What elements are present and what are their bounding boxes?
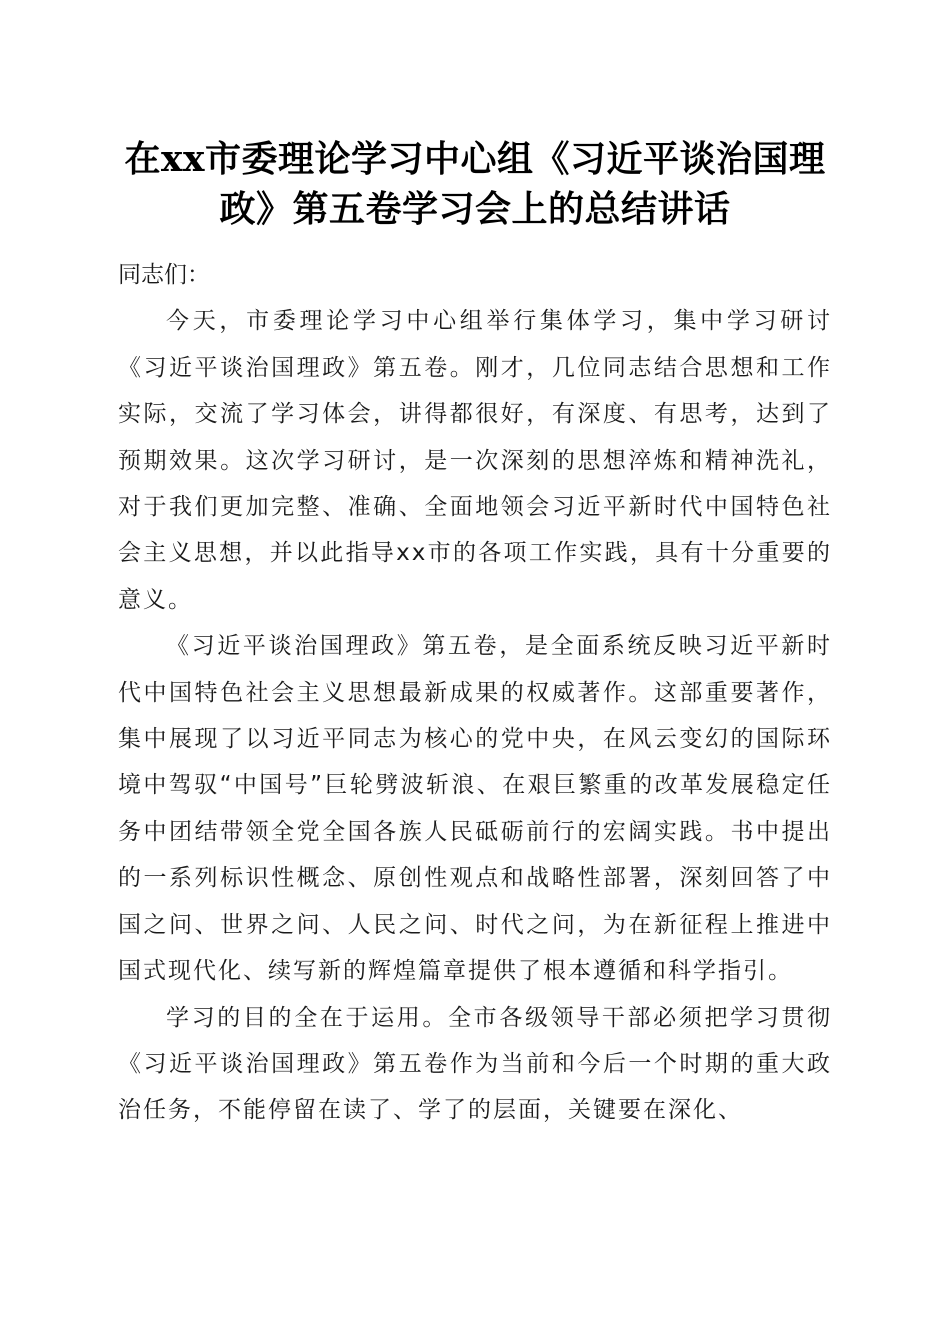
paragraph-1: 今天，市委理论学习中心组举行集体学习，集中学习研讨《习近平谈治国理政》第五卷。刚才，几位同志结合思想和工作实际，交流了学习体会，讲得都很好，有深度、有思考，达到了预期效果。这次学习研讨，是一次深刻的思想淬炼和精神洗礼，对于我们更加完整、准确、全面地领会习近平新时代中国特色社会主义思想，并以此指导xx市的各项工作实践，具有十分重要的意义。	[118, 308, 832, 613]
salutation: 同志们：	[118, 262, 210, 288]
document-body	[118, 252, 832, 1134]
document-title: 在xx市委理论学习中心组《习近平谈治国理政》第五卷学习会上的总结讲话	[124, 138, 826, 230]
paragraph-3: 学习的目的全在于运用。全市各级领导干部必须把学习贯彻《习近平谈治国理政》第五卷作为当前和今后一个时期的重大政治任务，不能停留在读了、学了的层面，关键要在深化、	[118, 1004, 832, 1124]
paragraph-2: 《习近平谈治国理政》第五卷，是全面系统反映习近平新时代中国特色社会主义思想最新成果的权威著作。这部重要著作，集中展现了以习近平同志为核心的党中央，在风云变幻的国际环境中驾驭“中国号”巨轮劈波斩浪、在艰巨繁重的改革发展稳定任务中团结带领全党全国各族人民砥砺前行的宏阔实践。书中提出的一系列标识性概念、原创性观点和战略性部署，深刻回答了中国之问、世界之问、人民之问、时代之问，为在新征程上推进中国式现代化、续写新的辉煌篇章提供了根本遵循和科学指引。	[118, 633, 832, 985]
